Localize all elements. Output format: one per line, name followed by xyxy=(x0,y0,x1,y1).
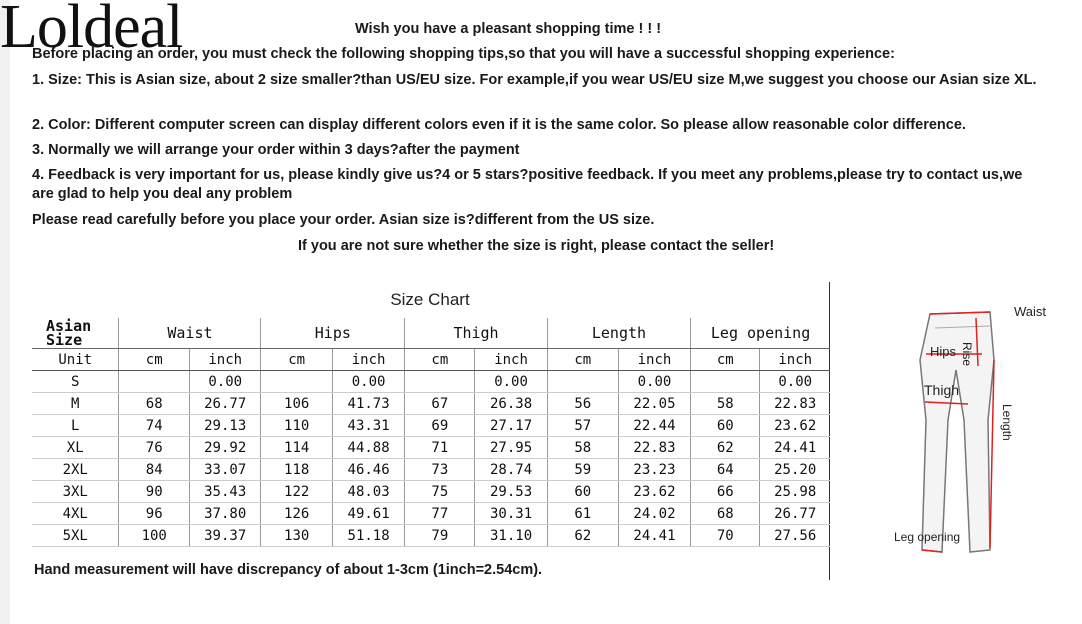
table-cell: 0.00 xyxy=(475,371,547,393)
table-cell: 71 xyxy=(405,437,475,459)
table-row xyxy=(32,481,830,503)
table-cell: 48.03 xyxy=(332,481,404,503)
table-cell xyxy=(261,371,332,393)
brand-logo: Loldeal xyxy=(0,0,183,61)
table-cell: 59 xyxy=(547,459,618,481)
table-cell: 26.77 xyxy=(760,503,830,525)
table-cell: 90 xyxy=(119,481,190,503)
unit-cell: inch xyxy=(190,349,261,371)
table-cell: 75 xyxy=(405,481,475,503)
size-table xyxy=(32,318,830,547)
table-row xyxy=(32,459,830,481)
table-cell xyxy=(547,371,618,393)
group-header-waist: Waist xyxy=(119,318,261,349)
table-row xyxy=(32,415,830,437)
table-row xyxy=(32,525,830,547)
table-cell: 70 xyxy=(691,525,760,547)
table-cell: 27.56 xyxy=(760,525,830,547)
tip-feedback: 4. Feedback is very important for us, please kindly give us?4 or 5 stars?positive feedback. If you meet any problems,please try to contact us,we are glad to help you deal any problem xyxy=(32,167,1023,202)
table-cell: 49.61 xyxy=(332,503,404,525)
table-cell: 43.31 xyxy=(332,415,404,437)
thigh-label: Thigh xyxy=(924,382,960,398)
rise-label: Rise xyxy=(960,342,974,367)
table-cell: 41.73 xyxy=(332,393,404,415)
table-cell: 122 xyxy=(261,481,332,503)
size-label: M xyxy=(32,393,119,415)
table-cell: 51.18 xyxy=(332,525,404,547)
table-cell: 64 xyxy=(691,459,760,481)
hips-label: Hips xyxy=(930,344,957,359)
table-cell: 39.37 xyxy=(190,525,261,547)
asian-size-header: Asian Size xyxy=(32,318,119,349)
table-cell: 46.46 xyxy=(332,459,404,481)
tip-arrange: 3. Normally we will arrange your order within 3 days?after the payment xyxy=(32,142,520,158)
table-cell: 79 xyxy=(405,525,475,547)
pants-measurement-diagram xyxy=(890,300,1060,570)
table-cell: 110 xyxy=(261,415,332,437)
group-header-hips: Hips xyxy=(261,318,405,349)
table-cell: 62 xyxy=(547,525,618,547)
unit-cell: cm xyxy=(405,349,475,371)
table-cell: 27.17 xyxy=(475,415,547,437)
table-cell: 26.77 xyxy=(190,393,261,415)
size-chart-title: Size Chart xyxy=(390,290,470,309)
table-cell: 118 xyxy=(261,459,332,481)
table-cell xyxy=(405,371,475,393)
table-cell: 58 xyxy=(547,437,618,459)
table-cell: 33.07 xyxy=(190,459,261,481)
table-cell: 24.41 xyxy=(618,525,690,547)
group-header-length: Length xyxy=(547,318,690,349)
unit-cell: cm xyxy=(261,349,332,371)
table-cell: 26.38 xyxy=(475,393,547,415)
table-cell: 57 xyxy=(547,415,618,437)
unit-cell: inch xyxy=(475,349,547,371)
unit-cell: cm xyxy=(691,349,760,371)
table-cell: 24.02 xyxy=(618,503,690,525)
table-cell: 100 xyxy=(119,525,190,547)
tip-read: Please read carefully before you place your order. Asian size is?different from the US size. xyxy=(32,212,655,228)
table-cell: 29.92 xyxy=(190,437,261,459)
size-label: L xyxy=(32,415,119,437)
table-cell: 84 xyxy=(119,459,190,481)
leg-opening-label: Leg opening xyxy=(894,530,961,544)
table-cell: 31.10 xyxy=(475,525,547,547)
size-rows xyxy=(32,371,830,547)
unit-cell: cm xyxy=(119,349,190,371)
table-cell: 22.44 xyxy=(618,415,690,437)
table-cell: 27.95 xyxy=(475,437,547,459)
table-row xyxy=(32,437,830,459)
table-cell: 106 xyxy=(261,393,332,415)
unit-cell: inch xyxy=(332,349,404,371)
table-row xyxy=(32,503,830,525)
table-cell: 44.88 xyxy=(332,437,404,459)
table-cell: 60 xyxy=(691,415,760,437)
table-cell xyxy=(691,371,760,393)
table-cell: 29.13 xyxy=(190,415,261,437)
group-header-leg-opening: Leg opening xyxy=(691,318,830,349)
table-cell: 28.74 xyxy=(475,459,547,481)
size-label: 3XL xyxy=(32,481,119,503)
table-cell: 60 xyxy=(547,481,618,503)
table-cell: 35.43 xyxy=(190,481,261,503)
table-cell: 25.20 xyxy=(760,459,830,481)
size-label: 4XL xyxy=(32,503,119,525)
size-label: S xyxy=(32,371,119,393)
unit-cell: inch xyxy=(618,349,690,371)
table-cell: 130 xyxy=(261,525,332,547)
length-label: Length xyxy=(1000,404,1014,441)
table-cell: 0.00 xyxy=(190,371,261,393)
table-row xyxy=(32,393,830,415)
tip-contact: If you are not sure whether the size is right, please contact the seller! xyxy=(298,238,775,254)
table-cell: 66 xyxy=(691,481,760,503)
table-row xyxy=(32,371,830,393)
table-cell: 69 xyxy=(405,415,475,437)
table-cell: 24.41 xyxy=(760,437,830,459)
unit-row xyxy=(32,349,830,371)
group-header-thigh: Thigh xyxy=(405,318,547,349)
table-cell: 96 xyxy=(119,503,190,525)
table-cell: 58 xyxy=(691,393,760,415)
table-cell: 73 xyxy=(405,459,475,481)
table-cell: 68 xyxy=(119,393,190,415)
table-cell: 76 xyxy=(119,437,190,459)
group-header-row xyxy=(32,318,830,349)
unit-cell: inch xyxy=(760,349,830,371)
table-cell: 22.83 xyxy=(760,393,830,415)
table-cell: 23.62 xyxy=(760,415,830,437)
unit-cell: cm xyxy=(547,349,618,371)
table-cell: 29.53 xyxy=(475,481,547,503)
size-chart xyxy=(32,282,830,578)
table-cell: 56 xyxy=(547,393,618,415)
unit-label: Unit xyxy=(32,349,119,371)
table-cell xyxy=(119,371,190,393)
size-label: XL xyxy=(32,437,119,459)
tip-color: 2. Color: Different computer screen can display different colors even if it is the same color. So please allow reasonable color difference. xyxy=(32,117,966,133)
table-cell: 68 xyxy=(691,503,760,525)
table-cell: 22.05 xyxy=(618,393,690,415)
table-cell: 0.00 xyxy=(618,371,690,393)
tip-size: 1. Size: This is Asian size, about 2 size smaller?than US/EU size. For example,if you wear US/EU size M,we suggest you choose our Asian size XL. xyxy=(32,72,1037,88)
table-cell: 114 xyxy=(261,437,332,459)
waist-label: Waist xyxy=(1014,304,1047,319)
table-cell: 0.00 xyxy=(332,371,404,393)
table-cell: 77 xyxy=(405,503,475,525)
table-cell: 25.98 xyxy=(760,481,830,503)
table-cell: 67 xyxy=(405,393,475,415)
table-cell: 62 xyxy=(691,437,760,459)
table-cell: 23.62 xyxy=(618,481,690,503)
table-cell: 0.00 xyxy=(760,371,830,393)
table-cell: 23.23 xyxy=(618,459,690,481)
table-cell: 37.80 xyxy=(190,503,261,525)
intro-text: Before placing an order, you must check the following shopping tips,so that you will have a successful shopping experience: xyxy=(32,46,895,62)
size-label: 5XL xyxy=(32,525,119,547)
size-label: 2XL xyxy=(32,459,119,481)
table-cell: 126 xyxy=(261,503,332,525)
left-margin-strip xyxy=(0,0,10,624)
greeting-text: Wish you have a pleasant shopping time ! ! ! xyxy=(355,21,662,37)
table-cell: 30.31 xyxy=(475,503,547,525)
table-cell: 22.83 xyxy=(618,437,690,459)
table-cell: 61 xyxy=(547,503,618,525)
measurement-footnote: Hand measurement will have discrepancy of about 1-3cm (1inch=2.54cm). xyxy=(34,562,543,578)
table-cell: 74 xyxy=(119,415,190,437)
